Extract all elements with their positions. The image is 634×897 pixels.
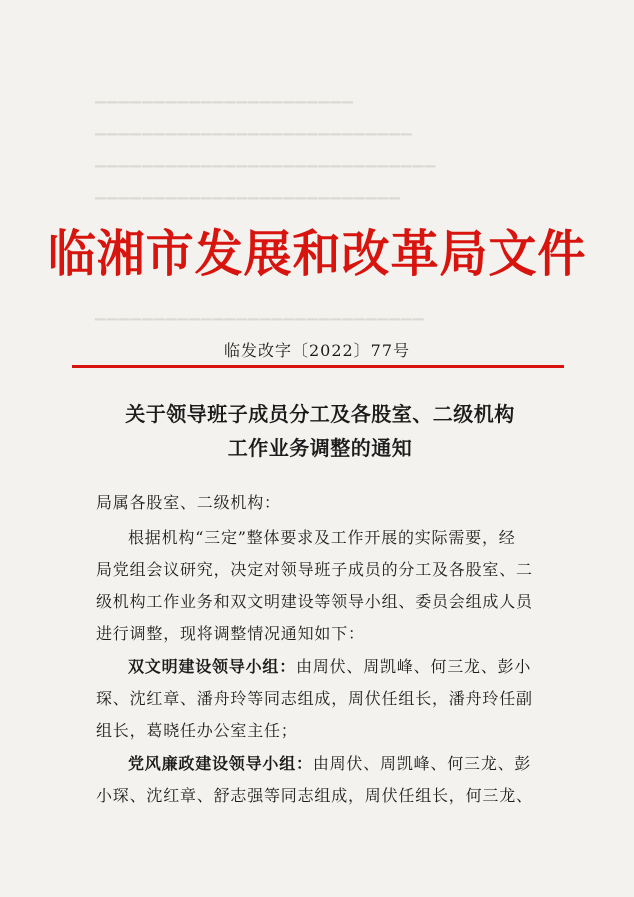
bleed-through-text: ▁▁▁▁▁▁▁▁▁▁▁▁▁▁▁▁▁▁▁▁▁▁▁▁▁▁▁▁▁ [95, 152, 437, 168]
group-paragraph-line [128, 751, 531, 774]
group-paragraph-line: 组长，葛晓任办公室主任； [96, 721, 298, 740]
group-heading: 双文明建设领导小组： [128, 657, 297, 676]
body-line: 级机构工作业务和双文明建设等领导小组、委员会组成人员 [96, 592, 533, 611]
notice-title-line-1: 关于领导班子成员分工及各股室、二级机构 [125, 402, 515, 426]
agency-header-title: 临湘市发展和改革局文件 [47, 225, 587, 283]
group-heading: 党风廉政建设领导小组： [128, 754, 313, 773]
document-number: 临发改字〔2022〕77号 [223, 341, 411, 360]
bleed-through-text: ▁▁▁▁▁▁▁▁▁▁▁▁▁▁▁▁▁▁▁▁▁▁ [95, 88, 354, 104]
group-paragraph-line [128, 654, 531, 677]
group-text: 由周伏、周凯峰、何三龙、彭小 [296, 657, 532, 676]
group-paragraph-line: 琛、沈红章、潘舟玲等同志组成，周伏任组长，潘舟玲任副 [96, 689, 533, 708]
salutation: 局属各股室、二级机构： [96, 493, 281, 512]
bleed-through-text: ▁▁▁▁▁▁▁▁▁▁▁▁▁▁▁▁▁▁▁▁▁▁▁▁▁▁▁▁ [95, 305, 425, 321]
body-line: 局党组会议研究，决定对领导班子成员的分工及各股室、二 [96, 560, 533, 579]
notice-title-line-2: 工作业务调整的通知 [227, 436, 413, 460]
body-line: 进行调整，现将调整情况通知如下： [96, 624, 365, 643]
group-paragraph-line: 小琛、沈红章、舒志强等同志组成，周伏任组长，何三龙、 [96, 786, 533, 805]
bleed-through-text: ▁▁▁▁▁▁▁▁▁▁▁▁▁▁▁▁▁▁▁▁▁▁▁▁▁▁▁ [95, 120, 413, 136]
bleed-through-text: ▁▁▁▁▁▁▁▁▁▁▁▁▁▁▁▁▁▁▁▁▁▁▁▁▁▁ [95, 184, 401, 200]
red-divider [72, 365, 564, 368]
body-line: 根据机构“三定”整体要求及工作开展的实际需要，经 [128, 528, 516, 547]
group-text: 由周伏、周凯峰、何三龙、彭 [312, 754, 532, 773]
